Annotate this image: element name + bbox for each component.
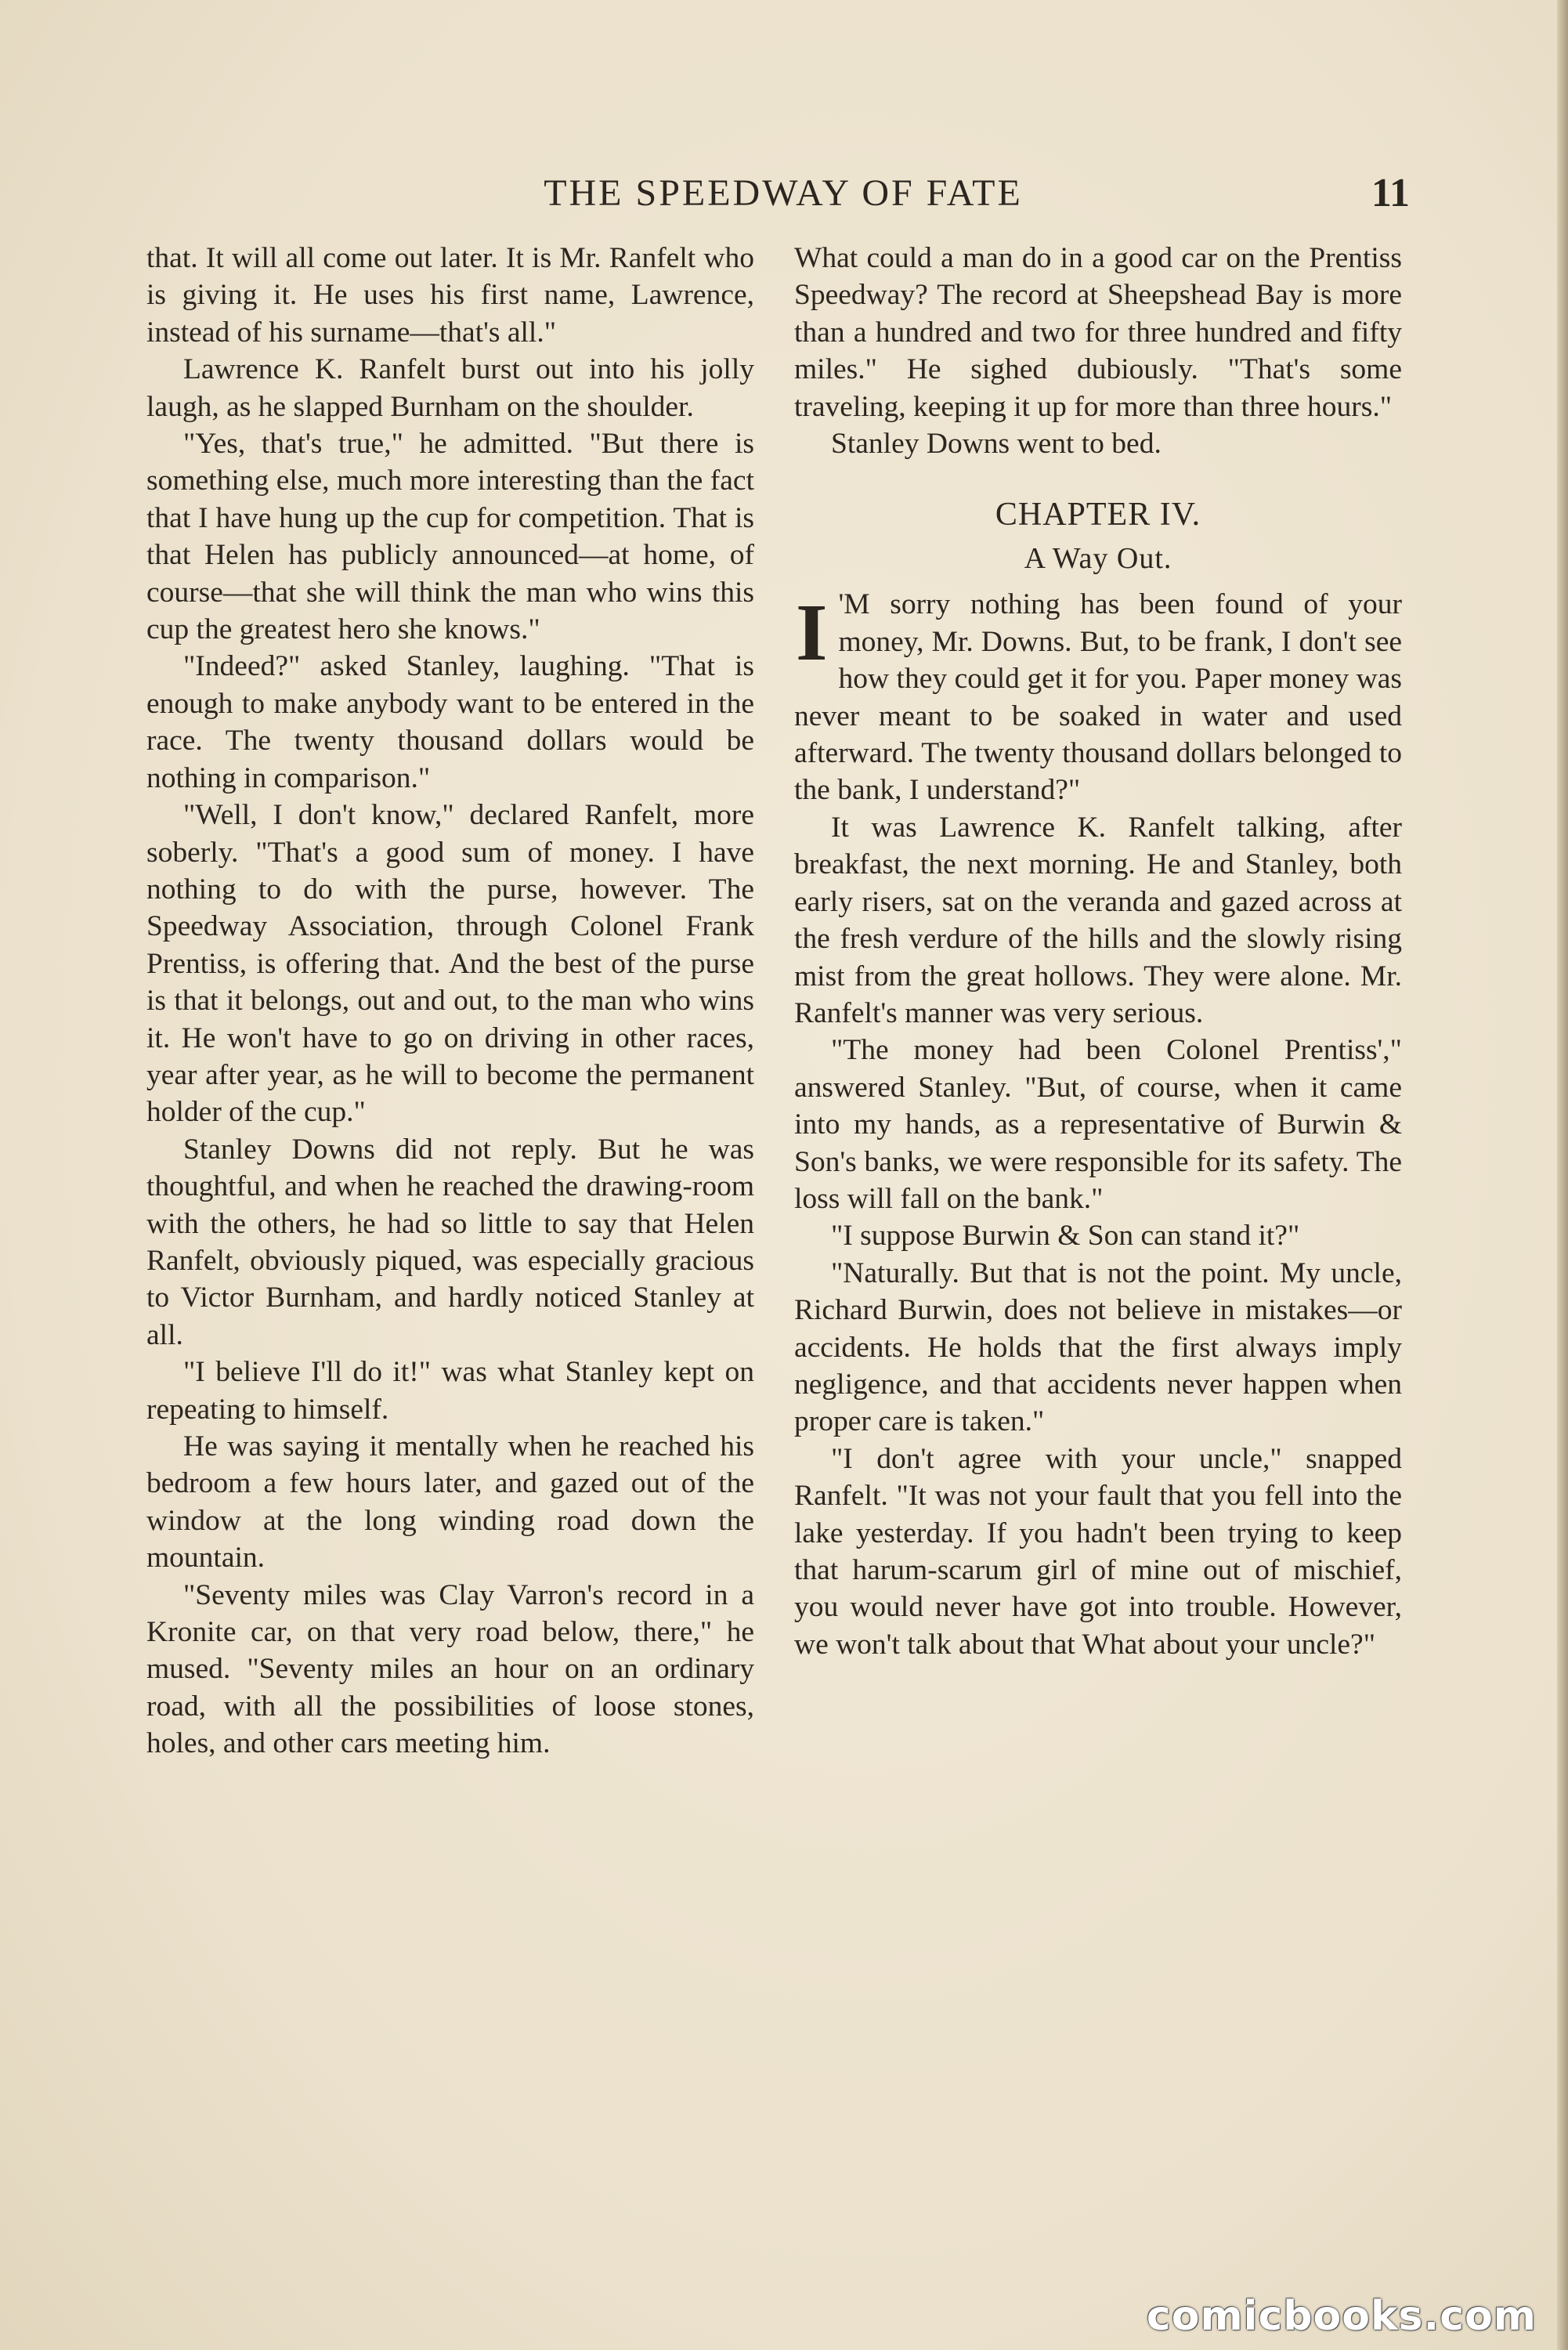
- paragraph: "The money had been Colonel Prentiss'," answered Stanley. "But, of course, when it came into my hands, as a representative of Burwin & Son's banks, we were responsible for its safety. The loss will fall on the bank.": [794, 1034, 1402, 1215]
- paragraph: "I suppose Burwin & Son can stand it?": [831, 1220, 1300, 1253]
- paragraph: "Naturally. But that is not the point. My uncle, Richard Burwin, does not believe in mistakes—or accidents. He holds that the first always imply negligence, and that accidents never happen when proper care is taken.": [794, 1256, 1402, 1438]
- paragraph: "I don't agree with your uncle," snapped Ranfelt. "It was not your fault that you fell into the lake yesterday. If you hadn't been trying to keep that harum-scarum girl of mine out of mischief, you would never have got into trouble. However, we won't talk about that What about your uncle?": [794, 1442, 1402, 1661]
- left-column: [146, 240, 754, 1762]
- running-title: THE SPEEDWAY OF FATE: [544, 172, 1023, 214]
- paragraph: "I believe I'll do it!" was what Stanley kept on repeating to himself.: [146, 1356, 754, 1426]
- paragraph: "Well, I don't know," declared Ranfelt, more soberly. "That's a good sum of money. I have nothing to do with the purse, however. The Speedway Association, through Colonel Frank Prentiss, is offering that. And the best of the purse is that it belongs, out and out, to the man who wins it. He won't have to go on driving in other races, year after year, as he will to become the permanent holder of the cup.": [146, 799, 754, 1129]
- site-watermark: comicbooks.com: [1146, 2293, 1537, 2340]
- page-spine-edge: [1557, 0, 1568, 2350]
- paragraph: He was saying it mentally when he reached his bedroom a few hours later, and gazed out of the window at the long winding road down the mountain.: [146, 1430, 754, 1574]
- paragraph: What could a man do in a good car on the Prentiss Speedway? The record at Sheepshead Bay is more than a hundred and two for three hundred and fifty miles." He sighed dubiously. "That's some traveling, keeping it up for more than three hours.": [794, 242, 1402, 423]
- paragraph: Lawrence K. Ranfelt burst out into his jolly laugh, as he slapped Burnham on the shoulder.: [146, 353, 754, 423]
- paragraph: Stanley Downs did not reply. But he was thoughtful, and when he reached the drawing-room with the others, he had so little to say that Helen Ranfelt, obviously piqued, was especially gracious to Victor Burnham, and hardly noticed Stanley at all.: [146, 1133, 754, 1351]
- paragraph: that. It will all come out later. It is Mr. Ranfelt who is giving it. He uses his first name, Lawrence, instead of his surname—that's all.": [146, 242, 754, 349]
- right-column: [794, 240, 1402, 1663]
- chapter-heading: CHAPTER IV.: [995, 497, 1201, 533]
- paragraph: "Yes, that's true," he admitted. "But there is something else, much more interesting than the fact that I have hung up the cup for competition. That is that Helen has publicly announced—at home, of course—that she will think the man who wins this cup the greatest hero she knows.": [146, 428, 754, 646]
- drop-cap: I: [796, 588, 828, 678]
- page-number: 11: [1371, 171, 1410, 215]
- paragraph: "Indeed?" asked Stanley, laughing. "That is enough to make anybody want to be entered in the race. The twenty thousand dollars would be nothing in comparison.": [146, 650, 754, 794]
- paragraph: It was Lawrence K. Ranfelt talking, after breakfast, the next morning. He and Stanley, both early risers, sat on the veranda and gazed across at the fresh verdure of the hills and the slowly rising mist from the great hollows. They were alone. Mr. Ranfelt's manner was very serious.: [794, 811, 1402, 1029]
- chapter-subtitle: A Way Out.: [1024, 542, 1172, 576]
- running-header: [157, 166, 1410, 221]
- chapter-opening-text: 'M sorry nothing has been found of your money, Mr. Downs. But, to be frank, I don't see how they could get it for you. Paper money was never meant to be soaked in water and used afterward. The twenty thousand dollars belonged to the bank, I understand?": [794, 588, 1402, 807]
- chapter-opening-paragraph: [794, 586, 1402, 808]
- paragraph: "Seventy miles was Clay Varron's record in a Kronite car, on that very road below, there," he mused. "Seventy miles an hour on an ordinary road, with all the possibilities of loose stones, holes, and other cars meeting him.: [146, 1578, 754, 1760]
- paragraph: Stanley Downs went to bed.: [831, 428, 1162, 461]
